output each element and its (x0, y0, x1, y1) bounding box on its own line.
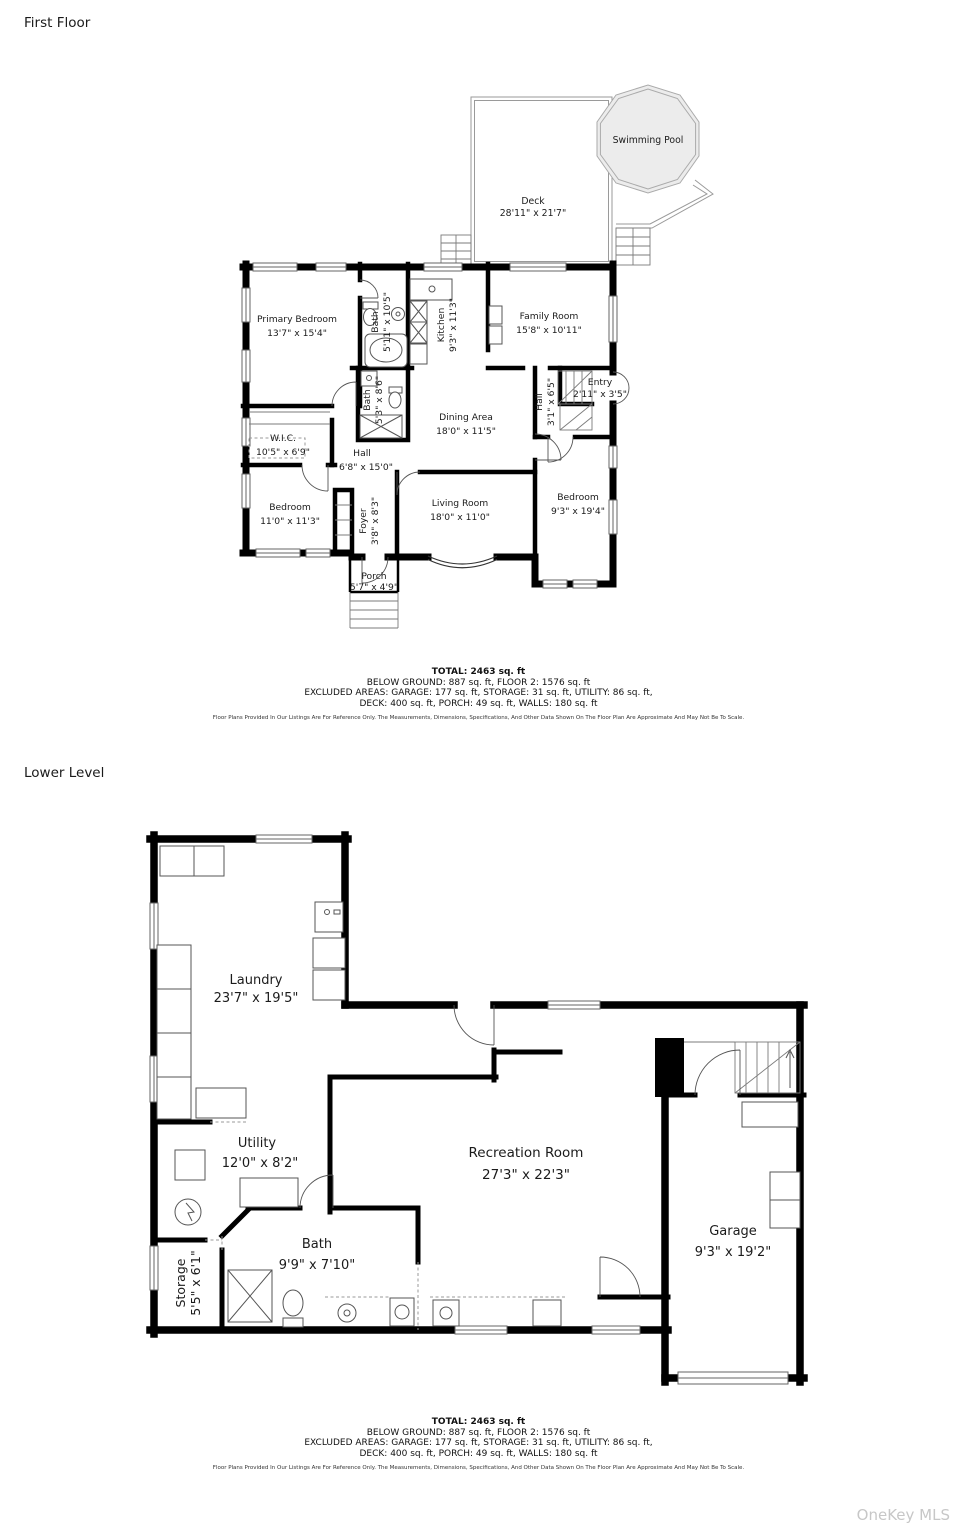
room-label-porch (350, 571, 398, 593)
svg-text:6'8" x 15'0": 6'8" x 15'0" (338, 462, 394, 473)
garage-door (678, 1372, 788, 1384)
svg-text:Utility: Utility (237, 1136, 277, 1151)
room-label-foyer (358, 497, 381, 545)
svg-text:Porch: Porch (361, 571, 387, 582)
deck-stairs-left (441, 235, 471, 267)
rec-room-counter (430, 1297, 565, 1326)
room-label-utility (222, 1136, 298, 1171)
svg-text:Foyer: Foyer (358, 508, 369, 534)
deck-stairs-right (616, 228, 650, 265)
first-floor-title: First Floor (24, 15, 91, 31)
svg-text:27'3" x 22'3": 27'3" x 22'3" (482, 1167, 570, 1183)
svg-text:2'11" x 3'5": 2'11" x 3'5" (572, 389, 628, 400)
svg-text:Deck: Deck (521, 196, 545, 207)
first-floor-summary (0, 667, 957, 721)
svg-text:3'1" x 6'5": 3'1" x 6'5" (546, 377, 557, 427)
svg-text:Living Room: Living Room (431, 498, 489, 509)
summary-disclaimer: Floor Plans Provided In Our Listings Are For Reference Only. The Measurements, Dimensions, Specifications, And Other Data Shown On The Floor Plan Are Approximate And May Not Be To Scale. (212, 715, 745, 721)
svg-text:Family Room: Family Room (519, 311, 579, 322)
summary-excluded-2: DECK: 400 sq. ft, PORCH: 49 sq. ft, WALLS: 180 sq. ft (359, 698, 598, 709)
room-label-hall-small (534, 378, 557, 426)
svg-text:Garage: Garage (709, 1224, 757, 1239)
svg-text:10'5" x 6'9": 10'5" x 6'9" (255, 447, 311, 458)
svg-text:11'0" x 11'3": 11'0" x 11'3" (260, 516, 320, 527)
svg-text:5'7" x 4'9": 5'7" x 4'9" (349, 582, 399, 593)
summary-below-ground: BELOW GROUND: 887 sq. ft, FLOOR 2: 1576 sq. ft (366, 677, 591, 688)
svg-text:9'3" x 19'2": 9'3" x 19'2" (694, 1245, 772, 1260)
first-floor-plan (242, 85, 713, 628)
room-label-bedroom-left (260, 502, 320, 527)
garage-fixtures (742, 1102, 800, 1228)
svg-text:Laundry: Laundry (229, 973, 283, 988)
room-label-deck (500, 196, 566, 219)
svg-text:5'11" x 10'5": 5'11" x 10'5" (382, 292, 393, 352)
svg-text:9'9" x 7'10": 9'9" x 7'10" (278, 1258, 356, 1273)
svg-text:13'7" x 15'4": 13'7" x 15'4" (267, 328, 327, 339)
svg-text:12'0" x 8'2": 12'0" x 8'2" (221, 1156, 299, 1171)
lower-level-summary (0, 1417, 957, 1471)
summary-total: TOTAL: 2463 sq. ft (431, 667, 526, 677)
svg-text:23'7" x 19'5": 23'7" x 19'5" (213, 991, 299, 1006)
svg-text:Bath: Bath (370, 311, 381, 333)
stairs-up (684, 1042, 800, 1093)
room-label-kitchen (436, 298, 459, 352)
summary-below-ground: BELOW GROUND: 887 sq. ft, FLOOR 2: 1576 sq. ft (366, 1427, 591, 1438)
svg-text:15'8" x 10'11": 15'8" x 10'11" (516, 325, 582, 336)
svg-text:Bedroom: Bedroom (557, 492, 599, 503)
swimming-pool (597, 85, 699, 193)
svg-text:9'3" x 19'4": 9'3" x 19'4" (550, 506, 606, 517)
svg-text:Kitchen: Kitchen (436, 307, 447, 343)
summary-excluded-1: EXCLUDED AREAS: GARAGE: 177 sq. ft, STORAGE: 31 sq. ft, UTILITY: 86 sq. ft, (304, 688, 653, 698)
room-label-entry (573, 377, 627, 400)
room-label-dining-area (436, 412, 496, 437)
room-label-storage (173, 1250, 203, 1316)
svg-text:5'3" x 8'6": 5'3" x 8'6" (374, 375, 385, 425)
svg-text:Bath: Bath (301, 1237, 333, 1252)
svg-text:Dining Area: Dining Area (439, 412, 493, 423)
svg-text:Hall: Hall (534, 393, 545, 411)
room-label-pool: Swimming Pool (612, 135, 684, 146)
svg-text:3'8" x 8'3": 3'8" x 8'3" (370, 496, 381, 546)
summary-disclaimer: Floor Plans Provided In Our Listings Are For Reference Only. The Measurements, Dimensions, Specifications, And Other Data Shown On The Floor Plan Are Approximate And May Not Be To Scale. (212, 1465, 745, 1471)
room-label-garage (695, 1224, 771, 1260)
summary-excluded-1: EXCLUDED AREAS: GARAGE: 177 sq. ft, STORAGE: 31 sq. ft, UTILITY: 86 sq. ft, (304, 1438, 653, 1448)
svg-text:Bedroom: Bedroom (269, 502, 311, 513)
lower-level-plan (150, 835, 804, 1384)
room-label-primary-bedroom (257, 314, 337, 339)
room-label-hall (339, 448, 393, 473)
svg-text:Entry: Entry (587, 377, 613, 388)
summary-total: TOTAL: 2463 sq. ft (431, 1417, 526, 1427)
svg-text:Recreation Room: Recreation Room (468, 1145, 584, 1161)
room-label-family-room (516, 311, 582, 336)
room-label-recreation-room (469, 1145, 584, 1183)
room-label-laundry (214, 973, 299, 1006)
onekey-mls-watermark: OneKey MLS (856, 1506, 950, 1524)
summary-excluded-2: DECK: 400 sq. ft, PORCH: 49 sq. ft, WALLS: 180 sq. ft (359, 1448, 598, 1459)
svg-text:18'0" x 11'5": 18'0" x 11'5" (436, 426, 496, 437)
lower-bath-fixtures (228, 1270, 414, 1327)
svg-text:Bath: Bath (362, 389, 373, 411)
lower-level-title: Lower Level (24, 765, 105, 781)
room-label-bedroom-right (551, 492, 605, 517)
basement-stairs (335, 505, 352, 535)
room-label-bath (279, 1237, 355, 1273)
svg-text:18'0" x 11'0": 18'0" x 11'0" (430, 512, 490, 523)
room-label-wic (256, 433, 310, 458)
svg-text:28'11" x 21'7": 28'11" x 21'7" (499, 208, 567, 219)
svg-text:Storage: Storage (173, 1258, 188, 1308)
svg-text:9'3" x 11'3": 9'3" x 11'3" (448, 297, 459, 353)
svg-text:Primary Bedroom: Primary Bedroom (257, 314, 337, 325)
svg-text:W.I.C.: W.I.C. (270, 433, 296, 444)
room-label-living-room (430, 498, 490, 523)
svg-text:5'5" x 6'1": 5'5" x 6'1" (188, 1250, 203, 1316)
svg-text:Hall: Hall (353, 448, 371, 459)
bay-window (428, 556, 497, 564)
fireplace (489, 306, 502, 344)
